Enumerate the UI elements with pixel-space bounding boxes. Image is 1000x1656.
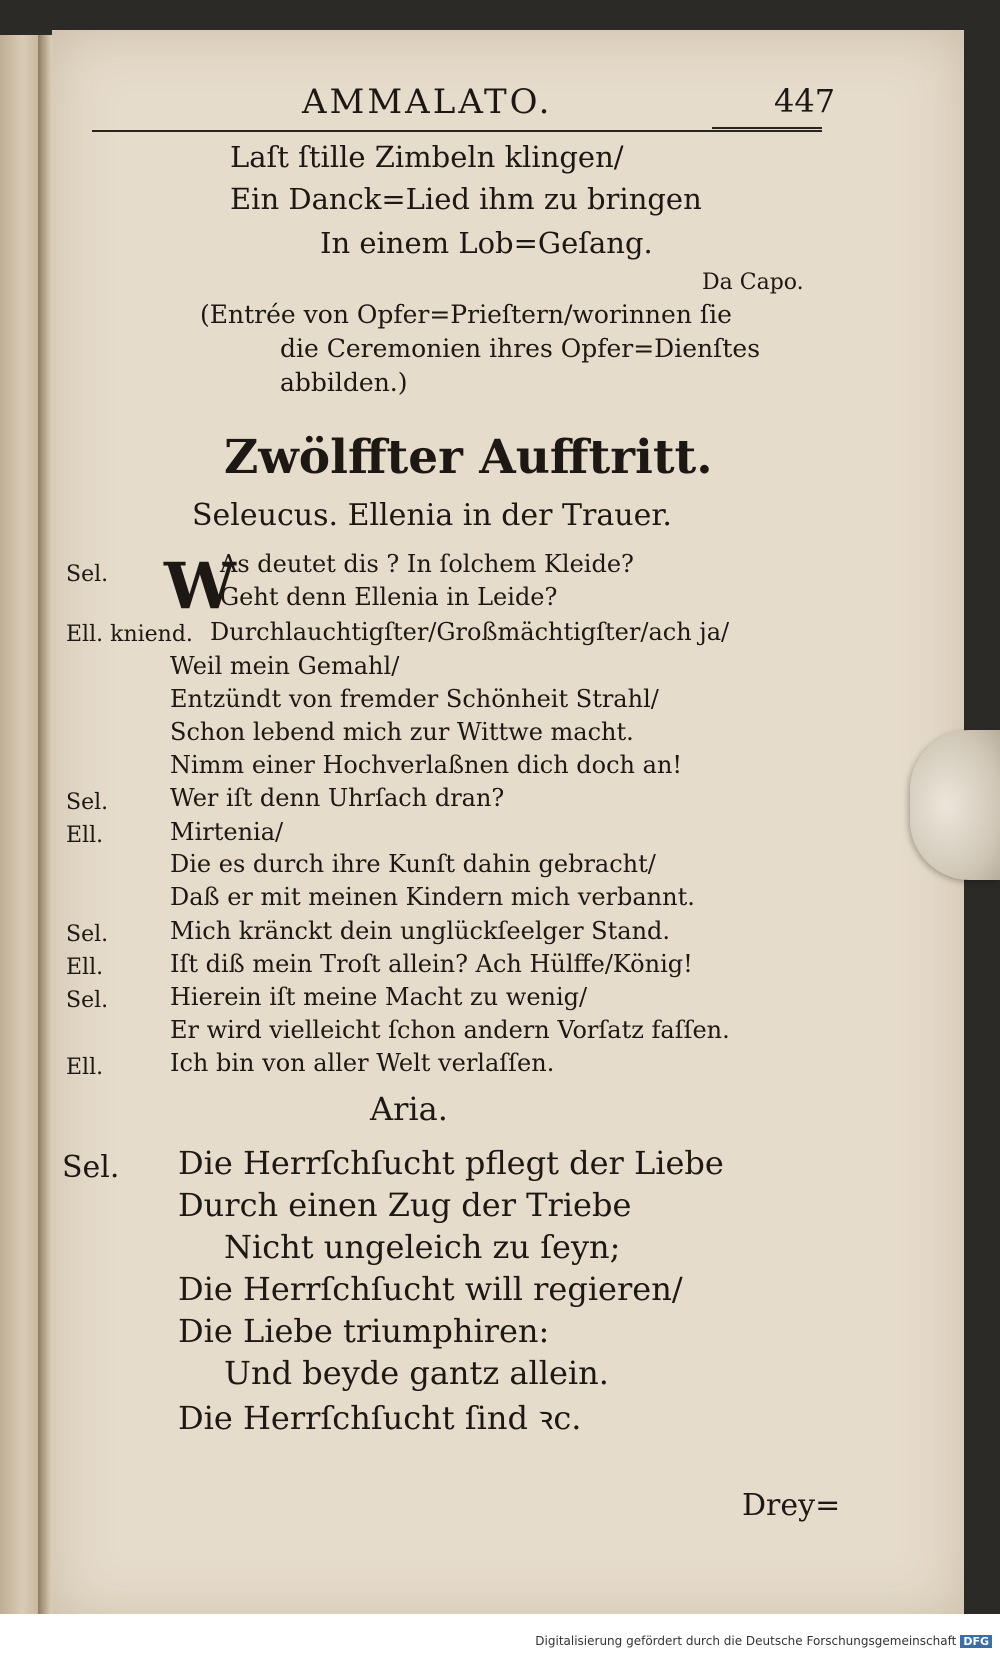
aria-heading: Aria.	[370, 1090, 448, 1128]
page-clip	[910, 730, 1000, 880]
speaker-label: Sel.	[66, 790, 109, 815]
dialogue-line: Durchlauchtigſter/Großmächtigſter/ach ja/	[210, 618, 730, 646]
scene-characters: Seleucus. Ellenia in der Trauer.	[192, 498, 672, 533]
dialogue-line: As deutet dis ? In ſolchem Kleide?	[220, 550, 634, 578]
dialogue-line: Nimm einer Hochverlaßnen dich doch an!	[170, 751, 683, 779]
footer-strip	[0, 1614, 1000, 1656]
aria-speaker: Sel.	[62, 1150, 120, 1185]
speaker-label: Ell.	[66, 955, 104, 980]
speaker-label: Sel.	[66, 988, 109, 1013]
da-capo: Da Capo.	[702, 270, 804, 295]
dialogue-line: Ich bin von aller Welt verlaſſen.	[170, 1049, 555, 1077]
dialogue-line: Geht denn Ellenia in Leide?	[220, 583, 558, 611]
dialogue-line: Mich kränckt dein unglückſeelger Stand.	[170, 917, 671, 945]
drop-cap: W	[164, 549, 236, 624]
dialogue-line: Mirtenia/	[170, 818, 284, 846]
page-number: 447	[774, 82, 836, 120]
aria-line: Durch einen Zug der Triebe	[178, 1186, 632, 1224]
dfg-logo: DFG	[960, 1635, 992, 1648]
aria-line: Die Herrſchſucht ſind ꝛc.	[178, 1399, 582, 1437]
dialogue-line: Wer iſt denn Uhrſach dran?	[170, 784, 505, 812]
dialogue-line: Entzündt von fremder Schönheit Strahl/	[170, 685, 659, 713]
dialogue-line: Daß er mit meinen Kindern mich verbannt.	[170, 883, 695, 911]
verse-line: In einem Lob=Geſang.	[320, 226, 653, 260]
stage-direction-line: abbilden.)	[280, 368, 408, 397]
speaker-label: Ell.	[66, 823, 104, 848]
dialogue-line: Weil mein Gemahl/	[170, 652, 400, 680]
header-rule-right	[712, 127, 822, 129]
verse-line: Laſt ſtille Zimbeln klingen/	[230, 140, 624, 174]
dialogue-line: Die es durch ihre Kunſt dahin gebracht/	[170, 850, 656, 878]
book-page	[52, 30, 964, 1622]
verse-line: Ein Danck=Lied ihm zu bringen	[230, 182, 702, 216]
running-title: AMMALATO.	[302, 82, 553, 122]
credit-text: Digitalisierung gefördert durch die Deutsche Forschungsgemeinschaft	[535, 1634, 957, 1648]
aria-line: Und beyde gantz allein.	[224, 1354, 609, 1392]
aria-line: Die Liebe triumphiren:	[178, 1312, 550, 1350]
dialogue-line: Hierein iſt meine Macht zu wenig/	[170, 983, 588, 1011]
dialogue-line: Iſt diß mein Troſt allein? Ach Hülffe/König!	[170, 950, 693, 978]
aria-line: Nicht ungeleich zu ſeyn;	[224, 1228, 621, 1266]
stage-direction-line: die Ceremonien ihres Opfer=Dienſtes	[280, 334, 761, 363]
digitization-credit	[535, 1634, 992, 1648]
dialogue-line: Er wird vielleicht ſchon andern Vorſatz faſſen.	[170, 1016, 730, 1044]
header-rule	[92, 130, 822, 132]
aria-line: Die Herrſchſucht pflegt der Liebe	[178, 1144, 724, 1182]
book-spine	[38, 35, 52, 1620]
stage-direction-line: (Entrée von Opfer=Prieſtern/worinnen ſie	[200, 300, 732, 329]
speaker-label: Ell.	[66, 1055, 104, 1080]
speaker-label: Ell. kniend.	[66, 622, 193, 647]
scene-title: Zwölffter Aufftritt.	[224, 430, 713, 485]
aria-line: Die Herrſchſucht will regieren/	[178, 1270, 683, 1308]
left-page-edge	[0, 35, 38, 1620]
catchword: Drey=	[742, 1488, 841, 1523]
speaker-label: Sel.	[66, 562, 109, 587]
dialogue-line: Schon lebend mich zur Wittwe macht.	[170, 718, 634, 746]
speaker-label: Sel.	[66, 922, 109, 947]
